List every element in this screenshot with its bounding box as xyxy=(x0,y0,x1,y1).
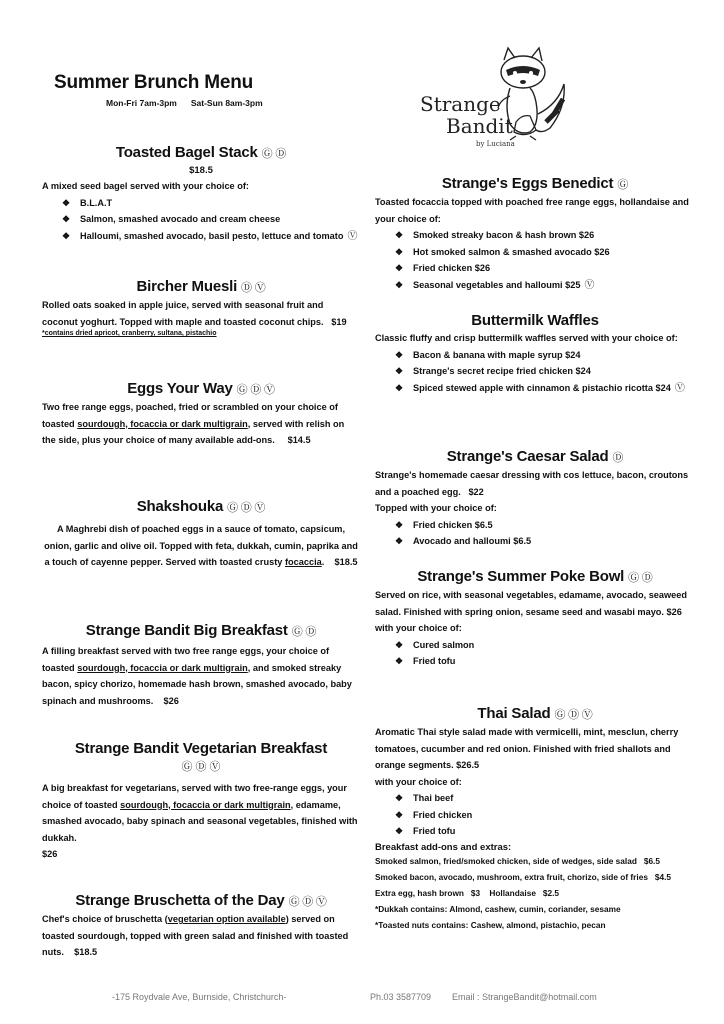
list-item: ❖ Smoked streaky bacon & hash brown $26 xyxy=(395,227,695,244)
shakshouka-title: Shakshouka Ⓖ Ⓓ Ⓥ xyxy=(136,498,266,515)
thai-title: Thai Salad Ⓖ Ⓓ Ⓥ xyxy=(477,705,593,722)
thai-dietary-tags: Ⓖ Ⓓ Ⓥ xyxy=(554,709,593,721)
page-title: Summer Brunch Menu xyxy=(54,72,254,93)
bruschetta-title: Strange Bruschetta of the Day Ⓖ Ⓓ Ⓥ xyxy=(75,892,327,909)
section-bruschetta xyxy=(42,892,360,961)
bagel-dietary-tags: Ⓖ Ⓓ xyxy=(261,148,287,160)
addons-line-3: Extra egg, hash brown $3 Hollandaise $2.5 xyxy=(375,888,560,898)
section-addons xyxy=(375,842,695,933)
poke-description: Served on rice, with seasonal vegetables, edamame, avocado, seaweed salad. Finished with spring onion, sesame seed and wasabi mayo. $26 xyxy=(375,590,688,617)
bircher-note: *contains dried apricot, cranberry, sultana, pistachio xyxy=(42,330,217,337)
bruschetta-dietary-tags: Ⓖ Ⓓ Ⓥ xyxy=(288,896,327,908)
section-bagel xyxy=(42,144,360,245)
section-veg-breakfast xyxy=(42,740,360,863)
poke-choice: with your choice of: xyxy=(375,623,462,633)
bircher-description: Rolled oats soaked in apple juice, served with seasonal fruit and coconut yoghurt. Topped with maple and toasted coconut chips. $19 xyxy=(42,300,347,327)
bircher-price: $19 xyxy=(331,316,347,327)
benedict-intro: Toasted focaccia topped with poached free range eggs, hollandaise and your choice of: xyxy=(375,197,689,224)
nuts-note: *Toasted nuts contains: Cashew, almond, pistachio, pecan xyxy=(375,920,606,930)
list-item: ❖ Fried tofu xyxy=(395,823,695,840)
caesar-price: $22 xyxy=(468,486,484,497)
big-breakfast-title: Strange Bandit Big Breakfast Ⓖ Ⓓ xyxy=(85,622,317,639)
list-item: ❖ Bacon & banana with maple syrup $24 xyxy=(395,347,695,364)
benedict-options xyxy=(375,227,695,294)
caesar-dietary-tags: Ⓓ xyxy=(612,452,624,464)
section-eggs-your-way xyxy=(42,380,360,449)
hours-weekday: Mon-Fri 7am-3pm xyxy=(106,98,177,108)
big-breakfast-description: A filling breakfast served with two free range eggs, your choice of toasted sourdough, focaccia or dark multigrain, and smoked streaky bacon, spicy chorizo, homemade hash brown, smashed avocado, baby spinach and mushrooms. $26 xyxy=(42,646,352,706)
email-link[interactable]: StrangeBandit@hotmail.com xyxy=(482,992,597,1002)
caesar-options xyxy=(375,517,695,550)
list-item: ❖ Thai beef xyxy=(395,790,695,807)
caesar-topped: Topped with your choice of: xyxy=(375,503,497,513)
vegetarian-tag: Ⓥ xyxy=(347,230,358,242)
eggs-way-dietary-tags: Ⓖ Ⓓ Ⓥ xyxy=(236,384,275,396)
addons-line-2: Smoked bacon, avocado, mushroom, extra fruit, chorizo, side of fries $4.5 xyxy=(375,872,672,882)
bircher-title: Bircher Muesli Ⓓ Ⓥ xyxy=(136,278,266,295)
benedict-title: Strange's Eggs Benedict Ⓖ xyxy=(441,175,629,192)
bagel-title: Toasted Bagel Stack Ⓖ Ⓓ xyxy=(115,144,287,161)
vegetarian-tag: Ⓥ xyxy=(584,279,595,291)
list-item: ❖ Spiced stewed apple with cinnamon & pistachio ricotta $24 Ⓥ xyxy=(395,380,695,398)
caesar-description: Strange's homemade caesar dressing with cos lettuce, bacon, croutons and a poached egg. $22 xyxy=(375,470,689,497)
list-item: ❖ Fried chicken $26 xyxy=(395,260,695,277)
addons-line-1: Smoked salmon, fried/smoked chicken, side of wedges, side salad $6.5 xyxy=(375,856,660,866)
eggs-way-price: $14.5 xyxy=(287,435,311,445)
opening-hours xyxy=(106,98,360,108)
list-item: ❖ Fried chicken $6.5 xyxy=(395,517,695,534)
thai-options xyxy=(375,790,695,840)
list-item: ❖ Hot smoked salmon & smashed avocado $26 xyxy=(395,244,695,261)
veg-breakfast-price: $26 xyxy=(42,849,58,859)
list-item: ❖ Fried chicken xyxy=(395,807,695,824)
addons-heading: Breakfast add-ons and extras: xyxy=(375,842,512,853)
section-benedict xyxy=(375,175,695,294)
section-poke xyxy=(375,568,695,670)
bircher-dietary-tags: Ⓓ Ⓥ xyxy=(241,282,266,294)
list-item: ❖ Strange's secret recipe fried chicken $24 xyxy=(395,363,695,380)
logo-name-line1: Strange xyxy=(420,92,501,116)
list-item: ❖ Salmon, smashed avocado and cream cheese xyxy=(62,211,360,228)
shakshouka-price: $18.5 xyxy=(334,557,358,567)
list-item: ❖ Seasonal vegetables and halloumi $25 Ⓥ xyxy=(395,277,695,295)
list-item: ❖ Fried tofu xyxy=(395,653,695,670)
thai-choice: with your choice of: xyxy=(375,776,462,787)
dukkah-note: *Dukkah contains: Almond, cashew, cumin, coriander, sesame xyxy=(375,904,621,914)
section-thai xyxy=(375,705,695,840)
veg-breakfast-title: Strange Bandit Vegetarian Breakfast xyxy=(74,740,328,757)
left-column xyxy=(42,72,360,957)
bagel-price: $18.5 xyxy=(189,165,213,176)
veg-breakfast-description: A big breakfast for vegetarians, served with two free-range eggs, your choice of toasted sourdough, focaccia or dark multigrain, edamame, smashed avocado, baby spinach and seasonal vegetables, finished with dukkah. $26 xyxy=(42,783,358,859)
big-breakfast-dietary-tags: Ⓖ Ⓓ xyxy=(291,626,317,638)
poke-dietary-tags: Ⓖ Ⓓ xyxy=(628,572,653,584)
footer-email: Email : StrangeBandit@hotmail.com xyxy=(452,992,597,1002)
strange-bandit-logo xyxy=(418,44,568,154)
veg-breakfast-dietary-tags: Ⓖ Ⓓ Ⓥ xyxy=(181,761,221,773)
benedict-dietary-tags: Ⓖ xyxy=(617,179,629,191)
bruschetta-description: Chef's choice of bruschetta (vegetarian option available) served on toasted sourdough, topped with green salad and finished with toasted nuts. $18.5 xyxy=(42,914,349,957)
waffles-options xyxy=(375,347,695,398)
shakshouka-description: A Maghrebi dish of poached eggs in a sauce of tomato, capsicum, onion, garlic and olive oil. Topped with feta, dukkah, cumin, paprika and a touch of cayenne pepper. Served with toasted crusty focaccia. $18.5 xyxy=(44,524,358,567)
logo-by: by Luciana xyxy=(476,140,515,148)
eggs-way-title: Eggs Your Way Ⓖ Ⓓ Ⓥ xyxy=(127,380,275,397)
section-big-breakfast xyxy=(42,622,360,709)
list-item: ❖ Halloumi, smashed avocado, basil pesto, lettuce and tomato Ⓥ xyxy=(62,228,360,246)
section-bircher xyxy=(42,278,360,337)
shakshouka-dietary-tags: Ⓖ Ⓓ Ⓥ xyxy=(227,502,266,514)
vegetarian-tag: Ⓥ xyxy=(674,382,685,394)
section-shakshouka xyxy=(42,498,360,571)
section-waffles xyxy=(375,312,695,397)
caesar-title: Strange's Caesar Salad Ⓓ xyxy=(446,448,624,465)
list-item: ❖ Avocado and halloumi $6.5 xyxy=(395,533,695,550)
waffles-title: Buttermilk Waffles xyxy=(471,312,599,329)
poke-options xyxy=(375,637,695,670)
section-caesar xyxy=(375,448,695,550)
footer-phone: Ph.03 3587709 xyxy=(370,992,432,1002)
waffles-intro: Classic fluffy and crisp buttermilk waffles served with your choice of: xyxy=(375,333,678,343)
bruschetta-price: $18.5 xyxy=(74,947,98,957)
bagel-intro: A mixed seed bagel served with your choice of: xyxy=(42,181,249,191)
bagel-options xyxy=(42,195,360,246)
list-item: ❖ B.L.A.T xyxy=(62,195,360,212)
list-item: ❖ Cured salmon xyxy=(395,637,695,654)
thai-description: Aromatic Thai style salad made with vermicelli, mint, mesclun, cherry tomatoes, cucumber and red onion. Finished with fried shallots and orange segments. $26.5 xyxy=(375,727,679,770)
hours-weekend: Sat-Sun 8am-3pm xyxy=(190,98,263,108)
eggs-way-description: Two free range eggs, poached, fried or scrambled on your choice of toasted sourdough, focaccia or dark multigrain, served with relish on the side, plus your choice of many available add-ons. $14.5 xyxy=(42,402,345,445)
big-breakfast-price: $26 xyxy=(163,695,179,706)
logo-name-line2: Bandit xyxy=(446,114,513,138)
poke-title: Strange's Summer Poke Bowl Ⓖ Ⓓ xyxy=(417,568,653,585)
footer-address: -175 Roydvale Ave, Burnside, Christchurch- xyxy=(112,992,287,1002)
